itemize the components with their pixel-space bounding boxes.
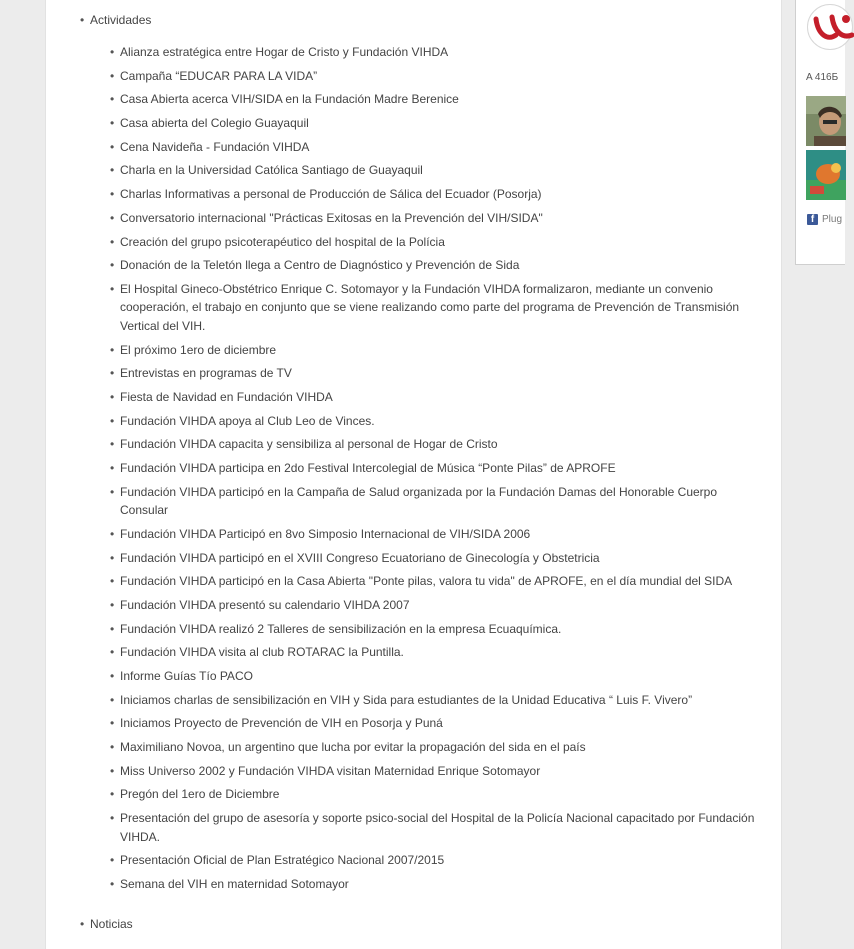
list-item[interactable] bbox=[110, 43, 766, 62]
list-item[interactable] bbox=[110, 114, 766, 133]
organization-logo-icon[interactable] bbox=[807, 4, 853, 50]
activity-link[interactable]: Presentación del grupo de asesoría y soporte psico-social del Hospital de la Policía Nacional capacitado por Fundación VIHDA. bbox=[120, 811, 755, 844]
category-noticias[interactable] bbox=[80, 917, 133, 931]
list-item[interactable] bbox=[110, 185, 766, 204]
activity-link[interactable]: Fundación VIHDA apoya al Club Leo de Vinces. bbox=[120, 413, 375, 428]
activity-link[interactable]: Iniciamos Proyecto de Prevención de VIH en Posorja y Puná bbox=[120, 716, 443, 731]
bullet: • bbox=[110, 853, 115, 868]
activity-link[interactable]: Fundación VIHDA participó en el XVIII Congreso Ecuatoriano de Ginecología y Obstetricia bbox=[120, 550, 600, 565]
activity-link[interactable]: Campaña “EDUCAR PARA LA VIDA” bbox=[120, 68, 318, 83]
list-item[interactable] bbox=[110, 388, 766, 407]
list-item[interactable] bbox=[110, 90, 766, 109]
list-item[interactable] bbox=[110, 459, 766, 478]
facebook-social-plugin[interactable] bbox=[807, 214, 842, 225]
list-item[interactable] bbox=[110, 161, 766, 180]
bullet: • bbox=[110, 437, 115, 452]
bullet: • bbox=[110, 45, 115, 59]
activity-link[interactable]: Cena Navideña - Fundación VIHDA bbox=[120, 139, 310, 154]
activity-link[interactable]: Pregón del 1ero de Diciembre bbox=[120, 787, 280, 802]
plugin-label: Plug bbox=[822, 214, 843, 226]
facebook-icon: f bbox=[807, 214, 818, 225]
bullet: • bbox=[110, 787, 115, 802]
list-item[interactable] bbox=[110, 572, 766, 591]
activity-link[interactable]: Creación del grupo psicoterapéutico del hospital de la Polícia bbox=[120, 234, 445, 249]
activity-link[interactable]: Fundación VIHDA visita al club ROTARAC la Puntilla. bbox=[120, 645, 404, 660]
activity-link[interactable]: Casa abierta del Colegio Guayaquil bbox=[120, 116, 309, 131]
activity-link[interactable]: Iniciamos charlas de sensibilización en VIH y Sida para estudiantes de la Unidad Educativa “ Luis F. Vivero” bbox=[120, 692, 693, 707]
activity-link[interactable]: Fundación VIHDA capacita y sensibiliza al personal de Hogar de Cristo bbox=[120, 437, 498, 452]
fan-photo bbox=[806, 150, 846, 200]
bullet: • bbox=[110, 669, 115, 683]
list-item[interactable] bbox=[110, 596, 766, 615]
fan-photo bbox=[806, 96, 846, 146]
fan-avatar[interactable] bbox=[806, 150, 846, 200]
list-item[interactable] bbox=[110, 875, 766, 894]
activity-link[interactable]: Fiesta de Navidad en Fundación VIHDA bbox=[120, 389, 333, 404]
list-item[interactable] bbox=[110, 341, 766, 360]
bullet: • bbox=[110, 526, 115, 541]
activity-link[interactable]: Fundación VIHDA participó en la Campaña de Salud organizada por la Fundación Damas del Honorable Cuerpo Consular bbox=[120, 484, 718, 518]
list-item[interactable] bbox=[110, 525, 766, 544]
list-item[interactable] bbox=[110, 67, 766, 86]
activity-link[interactable]: El próximo 1ero de diciembre bbox=[120, 342, 277, 357]
bullet: • bbox=[110, 740, 115, 755]
bullet: • bbox=[110, 234, 115, 249]
bullet: • bbox=[110, 550, 115, 565]
list-item[interactable] bbox=[110, 483, 766, 520]
bullet: • bbox=[110, 621, 115, 636]
bullet: • bbox=[110, 484, 115, 499]
list-item[interactable] bbox=[110, 809, 766, 846]
bullet: • bbox=[110, 461, 115, 475]
activity-link[interactable]: Presentación Oficial de Plan Estratégico Nacional 2007/2015 bbox=[120, 853, 445, 868]
activity-link[interactable]: Informe Guías Tío PACO bbox=[120, 669, 253, 683]
list-item[interactable] bbox=[110, 667, 766, 686]
list-item[interactable] bbox=[110, 138, 766, 157]
list-item[interactable] bbox=[110, 412, 766, 431]
bullet: • bbox=[110, 413, 115, 428]
activity-link[interactable]: Charlas Informativas a personal de Producción de Sálica del Ecuador (Posorja) bbox=[120, 187, 542, 202]
category-label[interactable]: Actividades bbox=[90, 13, 152, 27]
list-item[interactable] bbox=[110, 738, 766, 757]
bullet: • bbox=[110, 645, 115, 660]
bullet: • bbox=[110, 811, 115, 826]
list-item[interactable] bbox=[110, 233, 766, 252]
facebook-likebox bbox=[795, 0, 845, 265]
bullet: • bbox=[110, 692, 115, 707]
activity-link[interactable]: Casa Abierta acerca VIH/SIDA en la Fundación Madre Berenice bbox=[120, 92, 459, 107]
list-item[interactable] bbox=[110, 691, 766, 710]
activity-link[interactable]: El Hospital Gineco-Obstétrico Enrique C. Sotomayor y la Fundación VIHDA formalizaron, mediante un convenio cooperación, el trabajo en conjunto que se viene realizando como parte del programa de Prevención de Transmisión Vertical del VIH. bbox=[120, 281, 740, 333]
list-item[interactable] bbox=[110, 549, 766, 568]
bullet: • bbox=[110, 68, 115, 83]
bullet: • bbox=[110, 163, 115, 178]
activity-link[interactable]: Miss Universo 2002 y Fundación VIHDA visitan Maternidad Enrique Sotomayor bbox=[120, 763, 541, 778]
bullet: • bbox=[110, 763, 115, 778]
activity-link[interactable]: Maximiliano Novoa, un argentino que lucha por evitar la propagación del sida en el país bbox=[120, 740, 586, 755]
activity-link[interactable]: Entrevistas en programas de TV bbox=[120, 366, 292, 381]
logo-mark bbox=[808, 5, 854, 51]
bullet: • bbox=[110, 574, 115, 589]
category-actividades[interactable] bbox=[80, 13, 151, 27]
list-item[interactable] bbox=[110, 280, 766, 336]
bullet: • bbox=[110, 139, 115, 154]
bullet: • bbox=[110, 366, 115, 381]
category-label[interactable]: Noticias bbox=[90, 917, 133, 931]
activity-link[interactable]: Fundación VIHDA presentó su calendario VIHDA 2007 bbox=[120, 597, 410, 612]
list-item[interactable] bbox=[110, 714, 766, 733]
bullet: • bbox=[80, 13, 85, 27]
list-item[interactable] bbox=[110, 620, 766, 639]
bullet: • bbox=[110, 187, 115, 202]
bullet: • bbox=[110, 92, 115, 107]
bullet: • bbox=[110, 389, 115, 404]
fan-count: A 416Б bbox=[806, 72, 839, 83]
list-item[interactable] bbox=[110, 785, 766, 804]
list-item[interactable] bbox=[110, 851, 766, 870]
list-item[interactable] bbox=[110, 256, 766, 275]
activity-link[interactable]: Charla en la Universidad Católica Santiago de Guayaquil bbox=[120, 163, 423, 178]
bullet: • bbox=[110, 877, 115, 891]
activity-link[interactable]: Alianza estratégica entre Hogar de Cristo y Fundación VIHDA bbox=[120, 45, 449, 59]
bullet: • bbox=[80, 917, 85, 931]
bullet: • bbox=[110, 716, 115, 731]
list-item[interactable] bbox=[110, 209, 766, 228]
bullet: • bbox=[110, 342, 115, 357]
bullet: • bbox=[110, 281, 115, 296]
bullet: • bbox=[110, 116, 115, 131]
bullet: • bbox=[110, 258, 115, 273]
activity-link[interactable]: Fundación VIHDA Participó en 8vo Simposio Internacional de VIH/SIDA 2006 bbox=[120, 526, 531, 541]
activity-link[interactable]: Donación de la Teletón llega a Centro de Diagnóstico y Prevención de Sida bbox=[120, 258, 520, 273]
list-item[interactable] bbox=[110, 643, 766, 662]
bullet: • bbox=[110, 597, 115, 612]
activity-link[interactable]: Conversatorio internacional "Prácticas Exitosas en la Prevención del VIH/SIDA" bbox=[120, 210, 543, 225]
bullet: • bbox=[110, 210, 115, 225]
fan-avatar[interactable] bbox=[806, 96, 846, 146]
actividades-list bbox=[110, 43, 766, 899]
activity-link[interactable]: Fundación VIHDA participó en la Casa Abierta "Ponte pilas, valora tu vida" de APROFE, en el día mundial del SIDA bbox=[120, 574, 733, 589]
activity-link[interactable]: Fundación VIHDA participa en 2do Festival Intercolegial de Música “Ponte Pilas” de APROFE bbox=[120, 461, 616, 475]
activity-link[interactable]: Semana del VIH en maternidad Sotomayor bbox=[120, 877, 349, 891]
list-item[interactable] bbox=[110, 364, 766, 383]
activity-link[interactable]: Fundación VIHDA realizó 2 Talleres de sensibilización en la empresa Ecuaquímica. bbox=[120, 621, 562, 636]
list-item[interactable] bbox=[110, 762, 766, 781]
content-panel bbox=[45, 0, 782, 949]
list-item[interactable] bbox=[110, 435, 766, 454]
